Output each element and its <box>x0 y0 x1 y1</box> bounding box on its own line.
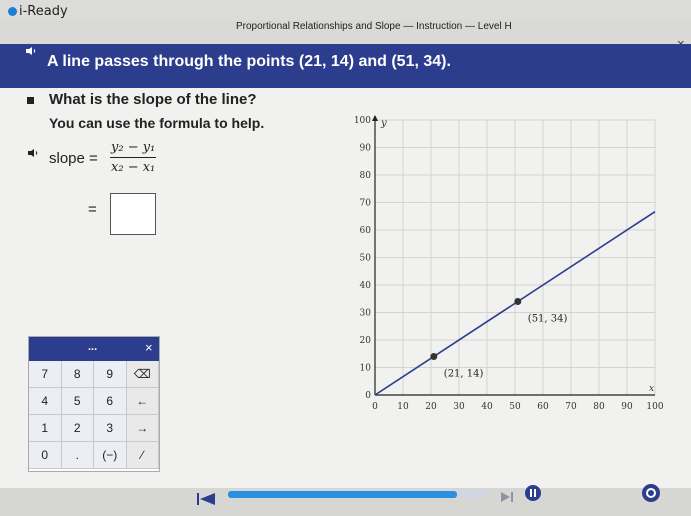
x-tick-label: 10 <box>397 402 409 412</box>
settings-icon[interactable] <box>642 484 660 502</box>
key-2[interactable]: 2 <box>62 415 95 442</box>
point-label: (21, 14) <box>443 368 484 380</box>
graph-grid <box>375 120 655 395</box>
x-tick-label: 30 <box>453 402 465 412</box>
right-arrow-key[interactable]: → <box>127 415 160 442</box>
rewind-icon[interactable] <box>196 492 216 506</box>
top-bar <box>0 0 691 20</box>
key-1[interactable]: 1 <box>29 415 62 442</box>
y-tick-label: 50 <box>359 253 371 264</box>
y-axis-arrow-icon <box>372 115 378 121</box>
skip-forward-icon[interactable] <box>500 491 514 503</box>
key-4[interactable]: 4 <box>29 388 62 415</box>
x-tick-label: 90 <box>621 402 633 412</box>
i-ready-logo: i-Ready <box>8 4 68 19</box>
problem-statement: A line passes through the points (21, 14) and (51, 34). <box>47 53 451 70</box>
x-tick-label: 50 <box>509 402 521 412</box>
x-tick-label: 20 <box>425 402 437 412</box>
slope-label: slope = <box>49 150 98 167</box>
keypad-grid <box>29 361 159 469</box>
coordinate-graph <box>340 110 670 430</box>
logo-dot-icon <box>8 7 17 16</box>
keypad-close-icon[interactable]: × <box>145 340 153 355</box>
pause-icon[interactable] <box>525 485 541 501</box>
speaker-icon[interactable] <box>25 46 37 56</box>
x-tick-label: 80 <box>593 402 605 412</box>
x-tick-label: 40 <box>481 402 493 412</box>
x-tick-label: 0 <box>372 402 378 412</box>
negative-key[interactable]: (−) <box>94 442 127 469</box>
decimal-key[interactable]: . <box>62 442 95 469</box>
key-3[interactable]: 3 <box>94 415 127 442</box>
equals-sign: = <box>88 201 97 218</box>
progress-fill <box>228 491 457 498</box>
data-point <box>514 298 521 305</box>
backspace-key[interactable]: ⌫ <box>127 361 160 388</box>
x-tick-label: 60 <box>537 402 549 412</box>
key-0[interactable]: 0 <box>29 442 62 469</box>
formula-denominator: x₂ − x₁ <box>111 160 156 175</box>
key-5[interactable]: 5 <box>62 388 95 415</box>
fraction-key[interactable]: ⁄ <box>127 442 160 469</box>
y-tick-label: 90 <box>359 143 371 154</box>
formula-speaker-icon[interactable] <box>27 148 39 158</box>
y-tick-label: 20 <box>359 336 371 346</box>
x-tick-label: 70 <box>565 402 577 412</box>
lesson-title: Proportional Relationships and Slope — Instruction — Level H <box>236 21 512 32</box>
x-tick-label: 100 <box>646 402 664 412</box>
graph-axes <box>372 115 655 395</box>
key-6[interactable]: 6 <box>94 388 127 415</box>
y-tick-label: 60 <box>359 226 371 236</box>
key-9[interactable]: 9 <box>94 361 127 388</box>
progress-track[interactable] <box>228 491 488 498</box>
keypad-header <box>29 337 159 361</box>
y-tick-label: 80 <box>359 171 371 181</box>
y-tick-label: 70 <box>359 198 371 209</box>
key-8[interactable]: 8 <box>62 361 95 388</box>
y-tick-label: 10 <box>359 363 371 374</box>
left-arrow-key[interactable]: ← <box>127 388 160 415</box>
data-point <box>430 353 437 360</box>
formula-numerator: y₂ − y₁ <box>110 140 156 158</box>
key-7[interactable]: 7 <box>29 361 62 388</box>
y-tick-label: 0 <box>365 391 371 401</box>
x-axis-label: x <box>649 384 655 394</box>
point-label: (51, 34) <box>527 313 568 325</box>
y-tick-label: 40 <box>359 281 371 291</box>
keypad-menu-icon[interactable]: ... <box>88 341 98 353</box>
slope-formula <box>110 140 156 175</box>
number-keypad <box>28 336 160 472</box>
answer-input[interactable] <box>110 193 156 235</box>
y-axis-label: y <box>381 118 387 129</box>
y-tick-label: 100 <box>353 116 371 126</box>
y-tick-label: 30 <box>359 308 371 319</box>
question-text: What is the slope of the line? <box>49 91 257 108</box>
hint-text: You can use the formula to help. <box>49 115 265 131</box>
bullet-icon <box>27 97 34 104</box>
